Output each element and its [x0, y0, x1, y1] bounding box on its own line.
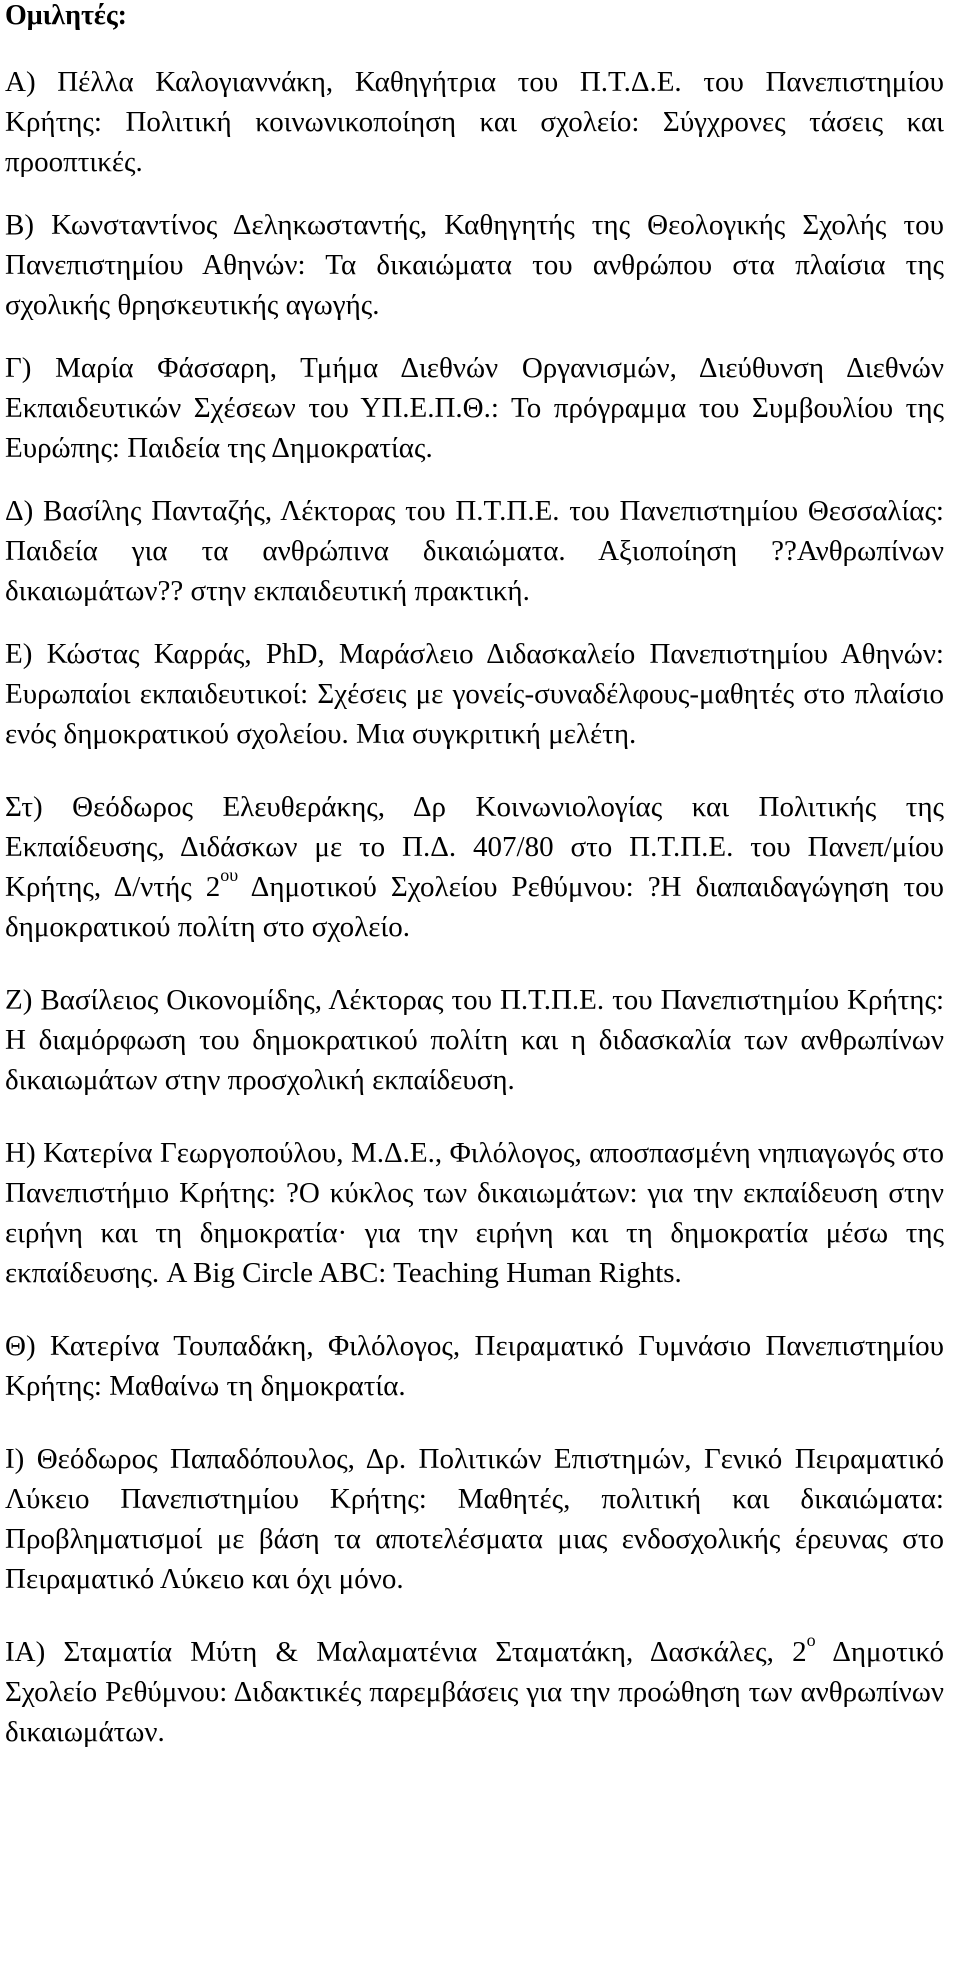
speaker-entry-c — [5, 348, 944, 468]
speaker-entry-d — [5, 491, 944, 611]
speaker-text-before: Στ) Θεόδωρος Ελευθεράκης, Δρ Κοινωνιολογίας και Πολιτικής της Εκπαίδευσης, Διδάσκων με το Π.Δ. 407/80 στο Π.Τ.Π.Ε. του Πανεπ/μίου Κρήτης, Δ/ντής 2 — [5, 791, 944, 903]
speaker-entry-a — [5, 62, 944, 182]
speaker-entry-e — [5, 634, 944, 754]
speaker-text: Ι) Θεόδωρος Παπαδόπουλος, Δρ. Πολιτικών Επιστημών, Γενικό Πειραματικό Λύκειο Πανεπιστημίου Κρήτης: Μαθητές, πολιτική και δικαιώματα: Προβληματισμοί με βάση τα αποτελέσματα μιας ενδοσχολικής έρευνας στο Πειραματικό Λύκειο και όχι μόνο. — [5, 1443, 944, 1595]
ordinal-superscript: ο — [806, 1630, 816, 1651]
speaker-entry-th — [5, 1326, 944, 1406]
speaker-entry-b — [5, 205, 944, 325]
speaker-text: Α) Πέλλα Καλογιαννάκη, Καθηγήτρια του Π.Τ.Δ.Ε. του Πανεπιστημίου Κρήτης: Πολιτική κοινωνικοποίηση και σχολείο: Σύγχρονες τάσεις και προοπτικές. — [5, 66, 944, 178]
speaker-text: Θ) Κατερίνα Τουπαδάκη, Φιλόλογος, Πειραματικό Γυμνάσιο Πανεπιστημίου Κρήτης: Μαθαίνω τη δημοκρατία. — [5, 1330, 944, 1402]
speaker-entry-st — [5, 787, 944, 947]
ordinal-superscript: ου — [220, 865, 239, 886]
speaker-text-before: ΙΑ) Σταματία Μύτη & Μαλαματένια Σταματάκη, Δασκάλες, 2 — [5, 1636, 807, 1668]
speaker-entry-z — [5, 980, 944, 1100]
speaker-entry-h — [5, 1133, 944, 1293]
speaker-entry-i — [5, 1439, 944, 1599]
page-heading: Ομιλητές: — [5, 0, 127, 31]
speaker-text-after: Δημοτικό Σχολείο Ρεθύμνου: Διδακτικές παρεμβάσεις για την προώθηση των ανθρωπίνων δικαιωμάτων. — [5, 1636, 944, 1748]
speaker-text: Β) Κωνσταντίνος Δεληκωσταντής, Καθηγητής της Θεολογικής Σχολής του Πανεπιστημίου Αθηνών: Τα δικαιώματα του ανθρώπου στα πλαίσια της σχολικής θρησκευτικής αγωγής. — [5, 209, 944, 321]
speaker-text: Η) Κατερίνα Γεωργοπούλου, Μ.Δ.Ε., Φιλόλογος, αποσπασμένη νηπιαγωγός στο Πανεπιστήμιο Κρήτης: ?Ο κύκλος των δικαιωμάτων: για την εκπαίδευση στην ειρήνη και τη δημοκρατία· για την ειρήνη και τη δημοκρατία μέσω της εκπαίδευσης. A Big Circle ABC: Teaching Human Rights. — [5, 1137, 944, 1289]
speaker-text: Δ) Βασίλης Πανταζής, Λέκτορας του Π.Τ.Π.Ε. του Πανεπιστημίου Θεσσαλίας: Παιδεία για τα ανθρώπινα δικαιώματα. Αξιοποίηση ??Ανθρωπίνων δικαιωμάτων?? στην εκπαιδευτική πρακτική. — [5, 495, 944, 607]
speaker-text: Ζ) Βασίλειος Οικονομίδης, Λέκτορας του Π.Τ.Π.Ε. του Πανεπιστημίου Κρήτης: Η διαμόρφωση του δημοκρατικού πολίτη και η διδασκαλία των ανθρωπίνων δικαιωμάτων στην προσχολική εκπαίδευση. — [5, 984, 944, 1096]
speaker-entry-ia — [5, 1632, 944, 1752]
speaker-text: Γ) Μαρία Φάσσαρη, Τμήμα Διεθνών Οργανισμών, Διεύθυνση Διεθνών Εκπαιδευτικών Σχέσεων του ΥΠ.Ε.Π.Θ.: Το πρόγραμμα του Συμβουλίου της Ευρώπης: Παιδεία της Δημοκρατίας. — [5, 352, 944, 464]
speaker-text-after: Δημοτικού Σχολείου Ρεθύμνου: ?Η διαπαιδαγώγηση του δημοκρατικού πολίτη στο σχολείο. — [5, 871, 944, 943]
speaker-text: Ε) Κώστας Καρράς, PhD, Μαράσλειο Διδασκαλείο Πανεπιστημίου Αθηνών: Ευρωπαίοι εκπαιδευτικοί: Σχέσεις με γονείς-συναδέλφους-μαθητές στο πλαίσιο ενός δημοκρατικού σχολείου. Μια συγκριτική μελέτη. — [5, 638, 944, 750]
